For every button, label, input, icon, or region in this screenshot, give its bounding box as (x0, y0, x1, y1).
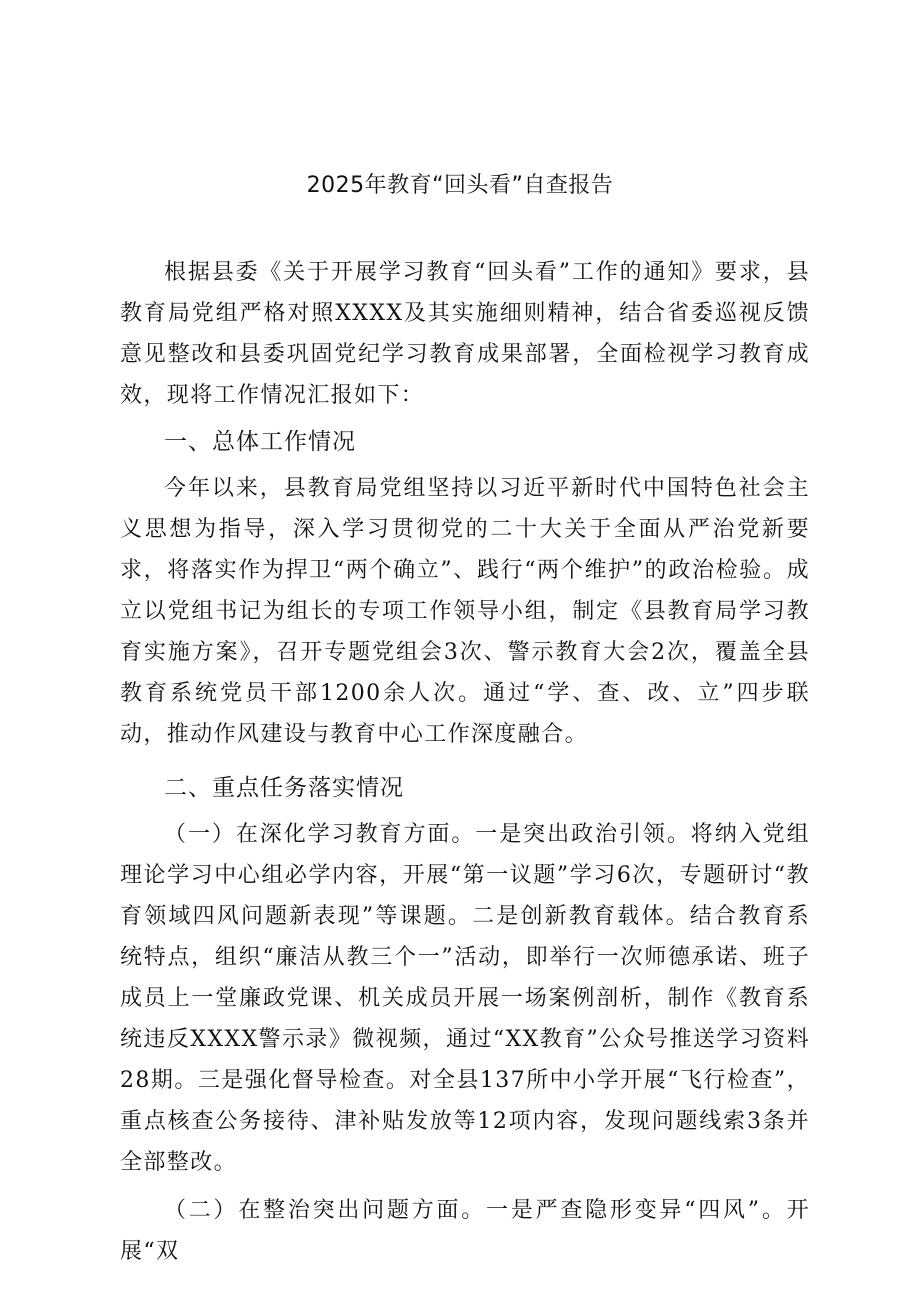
section-2-paragraph-2: （二）在整治突出问题方面。一是严查隐形变异“四风”。开展“双 (120, 1198, 810, 1264)
section-2-paragraph-1: （一）在深化学习教育方面。一是突出政治引领。将纳入党组理论学习中心组必学内容，开展“第一议题”学习6次，专题研讨“教育领域四风问题新表现”等课题。二是创新教育载体。结合教育系统特点，组织“廉洁从教三个一”活动，即举行一次师德承诺、班子成员上一堂廉政党课、机关成员开展一场案例剖析，制作《教育系统违反XXXX警示录》微视频，通过“XX教育”公众号推送学习资料28期。三是强化督导检查。对全县137所中小学开展“飞行检查”，重点核查公务接待、津补贴发放等12项内容，发现问题线索3条并全部整改。 (120, 822, 810, 1175)
section-2-heading: 二、重点任务落实情况 (164, 775, 404, 801)
document-body (120, 252, 810, 1272)
section-1-heading: 一、总体工作情况 (164, 429, 356, 455)
document-title: 2025年教育“回头看”自查报告 (306, 173, 614, 198)
intro-paragraph: 根据县委《关于开展学习教育“回头看”工作的通知》要求，县教育局党组严格对照XXXX及其实施细则精神，结合省委巡视反馈意见整改和县委巩固党纪学习教育成果部署，全面检视学习教育成效，现将工作情况汇报如下： (120, 260, 810, 408)
section-1-paragraph: 今年以来，县教育局党组坚持以习近平新时代中国特色社会主义思想为指导，深入学习贯彻党的二十大关于全面从严治党新要求，将落实作为捍卫“两个确立”、践行“两个维护”的政治检验。成立以党组书记为组长的专项工作领导小组，制定《县教育局学习教育实施方案》，召开专题党组会3次、警示教育大会2次，覆盖全县教育系统党员干部1200余人次。通过“学、查、改、立”四步联动，推动作风建设与教育中心工作深度融合。 (120, 476, 810, 747)
